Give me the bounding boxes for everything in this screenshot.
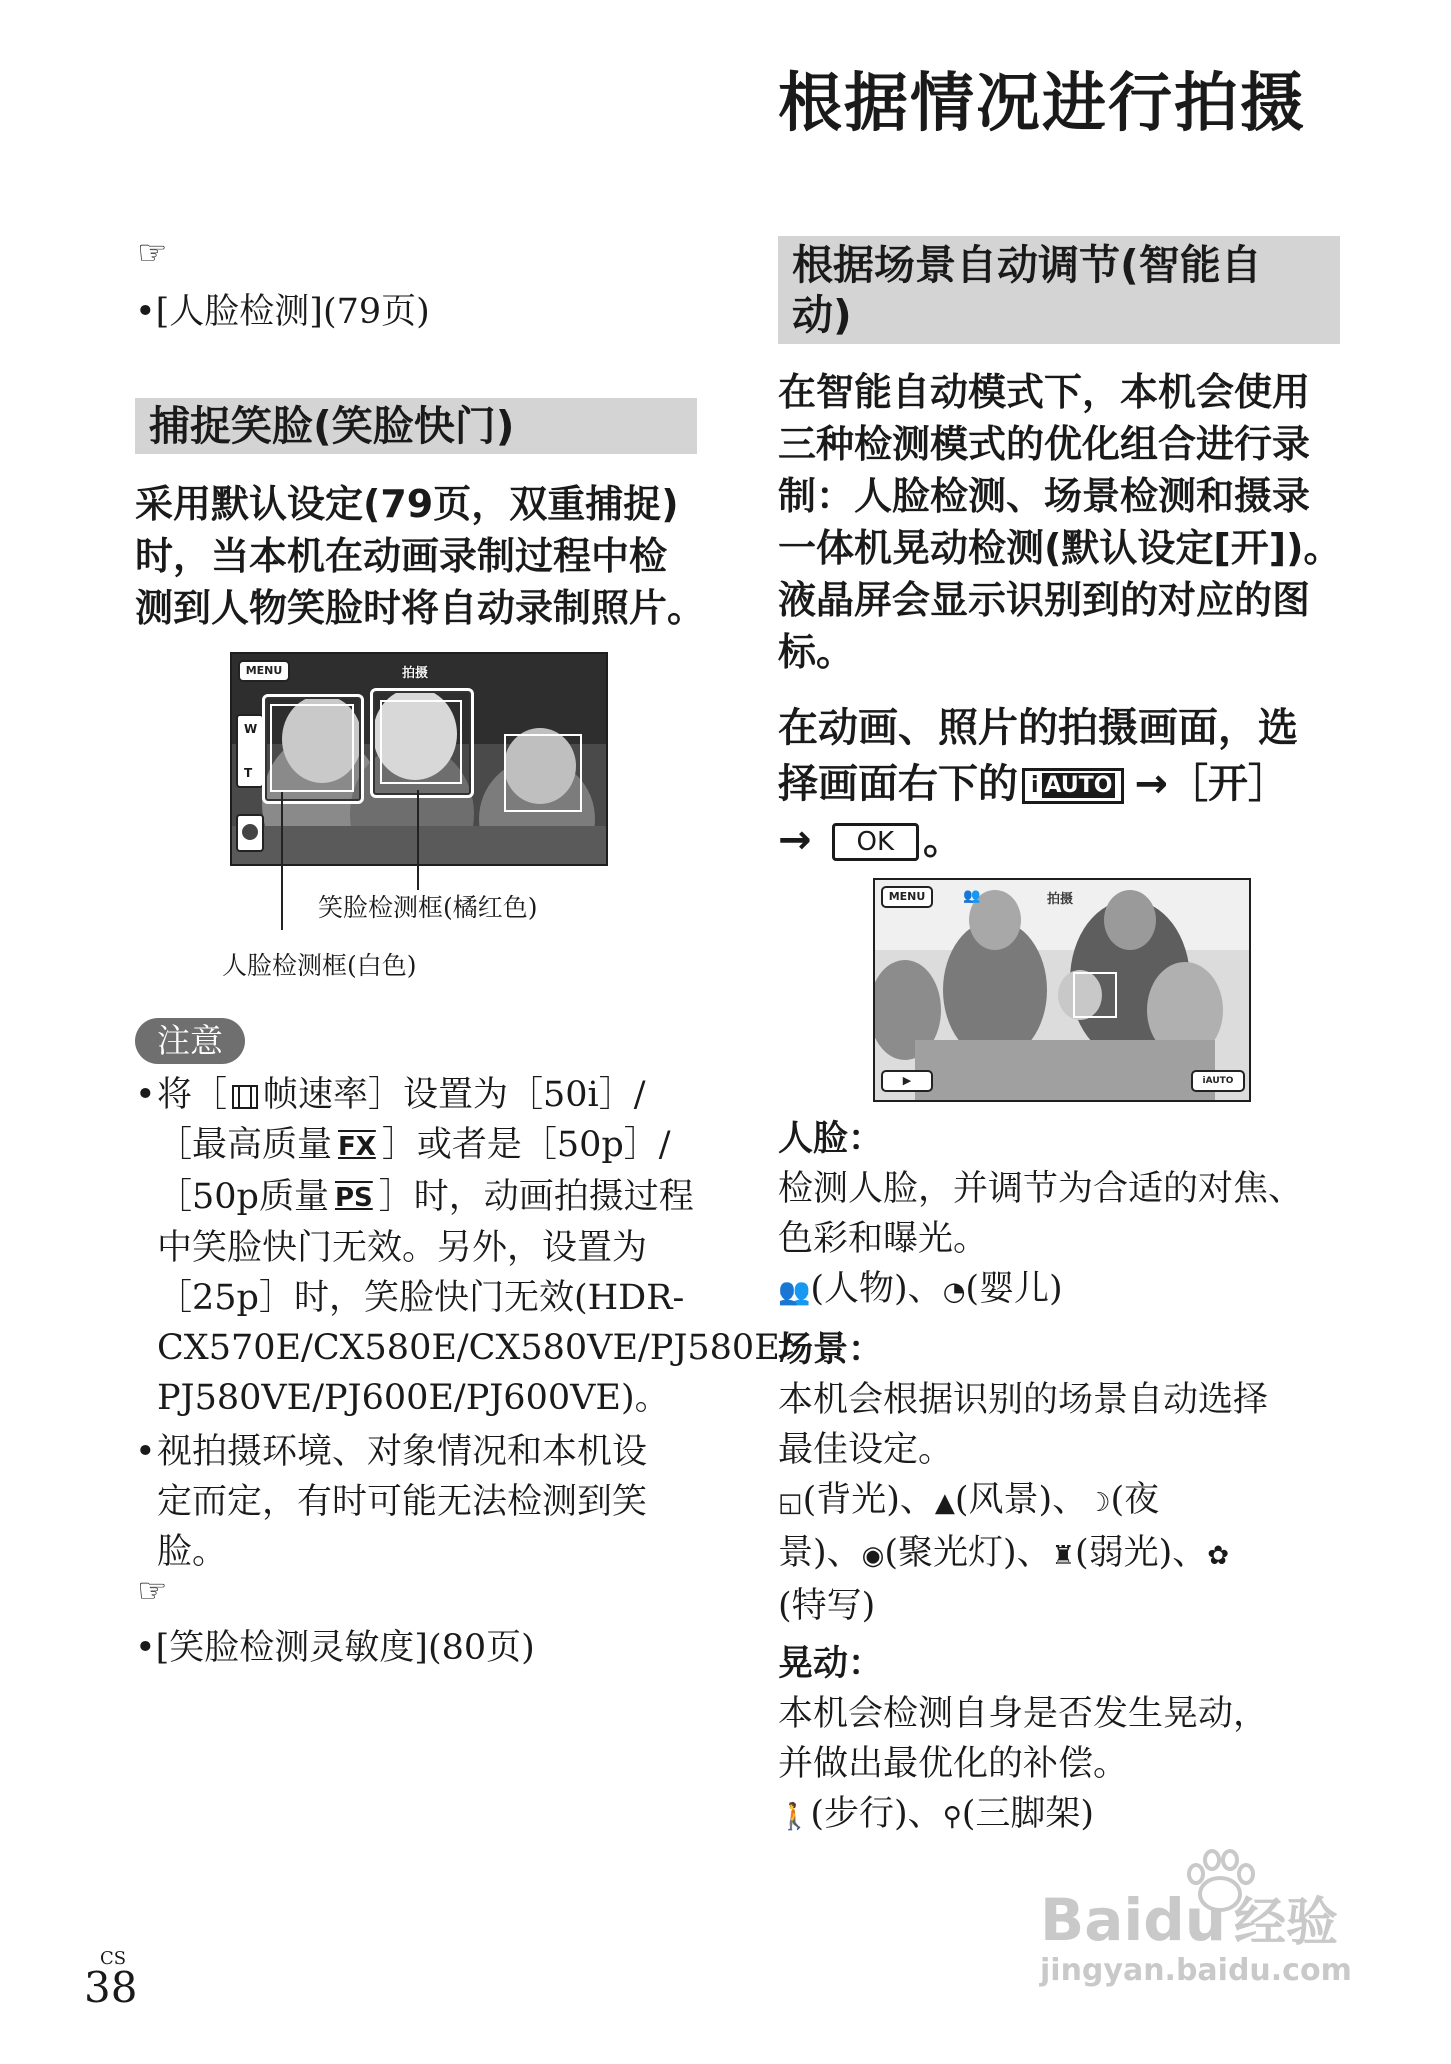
zoom-tele-label: T — [244, 766, 253, 780]
scene-icon-label: 景)、 — [778, 1533, 862, 1573]
section-title-line: 动) — [792, 291, 852, 339]
note-text: CX570E/CX580E/CX580VE/PJ580E/ — [157, 1328, 792, 1368]
face-detection-frame — [380, 700, 462, 784]
watermark-url: jingyan.baidu.com — [1040, 1953, 1352, 1988]
spotlight-icon: ◉ — [861, 1541, 885, 1571]
instruction-line: 。 — [923, 817, 964, 863]
intro-line: 在智能自动模式下，本机会使用 — [778, 370, 1311, 414]
person-scene-icon: 👥 — [963, 888, 981, 904]
face-desc-line: 色彩和曝光。 — [778, 1219, 989, 1259]
note-text: 中笑脸快门无效。另外，设置为 — [157, 1228, 648, 1268]
watermark-brand: Bai — [1040, 1886, 1144, 1954]
intelligent-auto-intro — [778, 366, 1378, 678]
reference-face-detection[interactable]: •[人脸检测](79页) — [135, 292, 430, 332]
tripod-icon: ⚲ — [942, 1802, 962, 1832]
intro-line: 制：人脸检测、场景检测和摄录 — [778, 474, 1311, 518]
landscape-icon: ▲ — [934, 1488, 955, 1518]
reference-hand-icon: ☞ — [137, 1571, 168, 1611]
instruction — [778, 700, 1378, 868]
scene-label: 场景： — [778, 1330, 884, 1370]
face-desc-line: 检测人脸，并调节为合适的对焦、 — [778, 1169, 1304, 1209]
record-icon — [242, 824, 258, 840]
language-code: CS — [100, 1948, 127, 1969]
intro-line: 采用默认设定(79页，双重捕捉) — [135, 482, 679, 526]
note-text: ［50p质量 — [157, 1176, 329, 1217]
face-icon-label: (婴儿) — [965, 1269, 1063, 1309]
auto-i-icon: i — [1202, 1076, 1206, 1086]
capture-label: 拍摄 — [1047, 892, 1074, 907]
note-text: 将［ — [157, 1075, 228, 1115]
auto-i-icon: i — [1031, 773, 1039, 798]
menu-button[interactable]: MENU — [238, 660, 290, 682]
page-title: 根据情况进行拍摄 — [778, 67, 1306, 141]
scene-icon-label: (夜 — [1110, 1480, 1160, 1520]
shake-label: 晃动： — [778, 1644, 884, 1684]
note-list — [135, 1070, 792, 1577]
paw-icon — [1180, 1846, 1260, 1916]
intelligent-auto-screen — [873, 878, 1251, 1102]
note-text: 定而定，有时可能无法检测到笑 — [157, 1482, 648, 1522]
scene-icon-label: (特写) — [778, 1586, 876, 1626]
auto-label: AUTO — [1205, 1076, 1234, 1086]
ok-button[interactable]: OK — [832, 823, 920, 861]
face-detection-frame — [504, 734, 582, 812]
arrow-text: → — [778, 817, 812, 863]
baidu-watermark — [1040, 1880, 1352, 1988]
intro-line: 时，当本机在动画录制过程中检 — [135, 534, 668, 578]
section-title-intelligent-auto — [778, 236, 1340, 344]
detection-descriptions — [778, 1114, 1378, 1842]
note-text: ［25p］时，笑脸快门无效(HDR- — [157, 1278, 685, 1318]
scene-desc-line: 本机会根据识别的场景自动选择 — [778, 1380, 1269, 1420]
intro-line: 液晶屏会显示识别到的对应的图 — [778, 578, 1311, 622]
zoom-control[interactable] — [236, 714, 264, 788]
watermark-brand-cn: 经验 — [1234, 1893, 1339, 1953]
note-badge: 注意 — [135, 1018, 245, 1064]
instruction-line: →［开］ — [1134, 761, 1288, 807]
face-detection-frame — [270, 704, 354, 792]
night-icon: ☽ — [1087, 1488, 1111, 1518]
scene-desc-line: 最佳设定。 — [778, 1430, 954, 1470]
instruction-line: 在动画、照片的拍摄画面，选 — [778, 705, 1298, 751]
baby-icon: ◔ — [942, 1277, 966, 1307]
playback-button[interactable]: ▶ — [881, 1070, 933, 1092]
intelligent-auto-button[interactable] — [1022, 768, 1124, 804]
note-text: 脸。 — [157, 1532, 228, 1572]
section-title-smile-shutter: 捕捉笑脸(笑脸快门) — [135, 398, 697, 454]
intro-line: 标。 — [778, 630, 855, 674]
fx-quality-icon: FX — [338, 1131, 376, 1162]
auto-label: AUTO — [1042, 773, 1116, 798]
scene-icon-label: (背光)、 — [802, 1480, 935, 1520]
scene-icon-label: (风景)、 — [954, 1480, 1088, 1520]
record-button[interactable] — [236, 814, 264, 852]
low-light-icon: ♜ — [1051, 1541, 1075, 1571]
scene-icon-label: (聚光灯)、 — [884, 1533, 1052, 1573]
note-text: • 视拍摄环境、对象情况和本机设 — [157, 1432, 648, 1472]
smile-frame-caption: 笑脸检测框(橘红色) — [318, 893, 538, 922]
backlight-icon: ◱ — [778, 1488, 803, 1518]
shake-desc-line: 并做出最优化的补偿。 — [778, 1744, 1129, 1784]
note-text: ［最高质量 — [157, 1125, 333, 1165]
instruction-line: 择画面右下的 — [778, 761, 1018, 807]
shake-icon-label: (三脚架) — [961, 1794, 1095, 1834]
zoom-wide-label: W — [244, 722, 258, 736]
note-text: ］或者是［50p］/ — [381, 1125, 671, 1165]
scene-icon-label: (弱光)、 — [1074, 1533, 1208, 1573]
section-title-line: 根据场景自动调节(智能自 — [792, 241, 1262, 289]
face-label: 人脸： — [778, 1119, 884, 1159]
person-icon: 👥 — [778, 1277, 811, 1307]
reference-hand-icon: ☞ — [137, 233, 168, 273]
intro-line: 三种检测模式的优化组合进行录 — [778, 422, 1311, 466]
ps-quality-icon: PS — [334, 1183, 373, 1213]
frame-rate-icon — [227, 1082, 263, 1112]
shake-icon-label: (步行)、 — [810, 1794, 943, 1834]
walking-icon: 🚶 — [778, 1802, 811, 1832]
note-text: ］时，动画拍摄过程 — [378, 1176, 694, 1217]
reference-smile-sensitivity[interactable]: •[笑脸检测灵敏度](80页) — [135, 1628, 535, 1668]
note-item — [135, 1427, 705, 1577]
face-frame-caption: 人脸检测框(白色) — [222, 951, 417, 980]
watermark-brand: du — [1143, 1886, 1227, 1954]
macro-icon: ✿ — [1207, 1541, 1230, 1571]
note-text: PJ580VE/PJ600E/PJ600VE)。 — [157, 1378, 670, 1418]
face-detection-frame — [1073, 972, 1117, 1018]
note-text: 帧速率］设置为［50i］/ — [263, 1075, 646, 1115]
intro-line: 测到人物笑脸时将自动录制照片。 — [135, 586, 706, 630]
menu-button[interactable]: MENU — [881, 886, 933, 908]
face-icon-label: (人物)、 — [810, 1269, 943, 1309]
intelligent-auto-button[interactable] — [1191, 1070, 1245, 1092]
shake-desc-line: 本机会检测自身是否发生晃动， — [778, 1694, 1269, 1734]
page-number: 38 — [84, 1963, 138, 2012]
note-item — [135, 1070, 792, 1423]
capture-label: 拍摄 — [402, 666, 429, 681]
intro-line: 一体机晃动检测(默认设定[开])。 — [778, 526, 1342, 570]
smile-shutter-intro — [135, 478, 705, 634]
family-scene-photo — [875, 880, 1249, 1100]
